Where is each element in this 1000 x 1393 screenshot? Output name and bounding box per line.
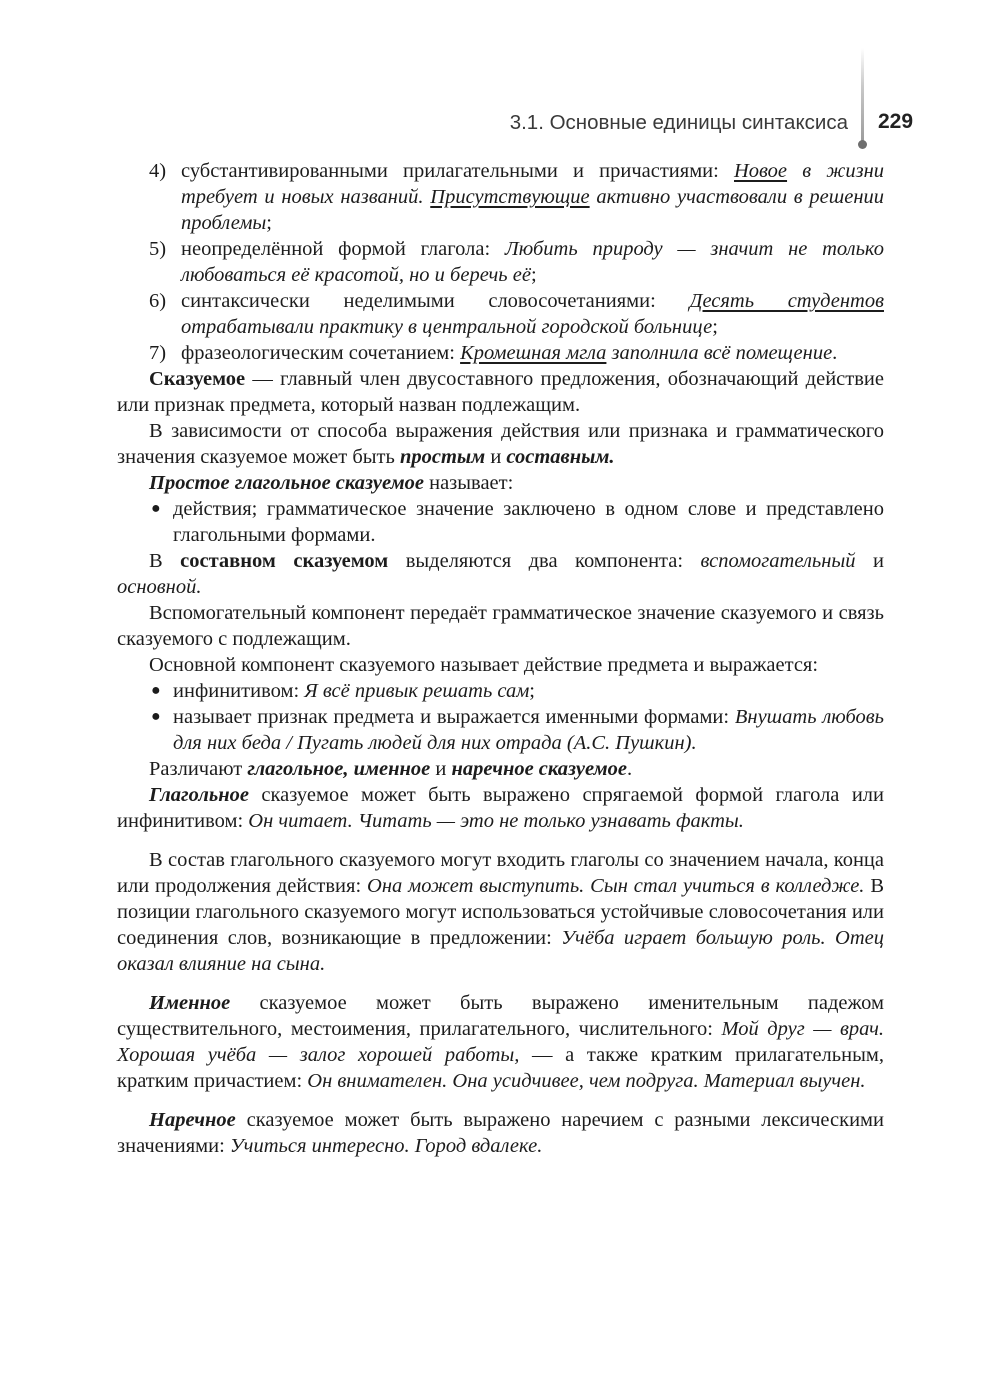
- text-run: В состав глагольного сказуемого могут входить глаголы со значением начала, конца или продолжения действия:: [117, 849, 884, 897]
- text-run: сказуемое может быть выражено наречием с разными лексическими значениями:: [117, 1109, 884, 1157]
- bullet-list-main: [117, 678, 884, 756]
- text-run: Он внимателен. Она усидчивее, чем подруга. Материал выучен.: [307, 1070, 866, 1092]
- text-run: составным.: [506, 446, 615, 468]
- text-run: Она может выступить. Сын стал учиться в колледже.: [367, 875, 865, 897]
- text-run: основной.: [117, 576, 202, 598]
- text-run: простым: [399, 446, 486, 468]
- paragraph-adverbial-predicate: [117, 1107, 884, 1159]
- text-run: Учёба играет большую роль. Отец оказал влияние на сына.: [117, 927, 884, 975]
- text-run: инфинитивом:: [173, 680, 305, 702]
- text-run: Учиться интересно. Город вдалеке.: [229, 1135, 543, 1157]
- list-item: 6) синтаксически неделимыми словосочетаниями: Десять студентов отрабатывали практику в центральной городской больнице;: [149, 290, 884, 338]
- bullet-item: ● действия; грамматическое значение заключено в одном слове и представлено глагольными формами.: [151, 498, 884, 546]
- paragraph-verbal-composition: [117, 847, 884, 977]
- text-run: отрабатывали практику в центральной городской больнице: [181, 316, 713, 338]
- paragraph-simple-predicate: [117, 470, 884, 496]
- text-run: и: [855, 550, 884, 572]
- page-body: [117, 158, 884, 1159]
- text-run: называет:: [423, 472, 514, 494]
- bullet-item: ● называет признак предмета и выражается именными формами: Внушать любовь для них беда / Пугать людей для них отрада (А.С. Пушкин).: [151, 706, 884, 754]
- text-run: субстантивированными прилагательными и причастиями:: [181, 160, 734, 182]
- text-run: Вспомогательный компонент передаёт грамматическое значение сказуемого и связь сказуемого с подлежащим.: [117, 602, 884, 650]
- header-dot: [858, 140, 867, 149]
- text-run: Глагольное: [149, 784, 249, 806]
- text-run: Мой друг — врач. Хорошая учёба — залог хорошей работы,: [117, 1018, 884, 1066]
- bullet-list-simple: [117, 496, 884, 548]
- paragraph-nominal-predicate: [117, 990, 884, 1094]
- paragraph-auxiliary-component: [117, 600, 884, 652]
- text-run: сказуемое может быть выражено спрягаемой формой глагола или инфинитивом:: [117, 784, 884, 832]
- text-run: ;: [530, 264, 537, 286]
- text-run: вспомогательный: [700, 550, 856, 572]
- paragraph-verbal-predicate: [117, 782, 884, 834]
- list-item: 7) фразеологическим сочетанием: Кромешная мгла заполнила всё помещение.: [149, 342, 838, 364]
- text-run: и: [485, 446, 507, 468]
- text-run: в жизни требует и новых названий.: [181, 160, 884, 208]
- text-run: ;: [266, 212, 272, 234]
- text-run: наречное сказуемое: [451, 758, 627, 780]
- bullet-item: ● инфинитивом: Я всё привык решать сам;: [151, 680, 535, 702]
- text-run: Сказуемое: [149, 368, 246, 390]
- text-run: неопределённой формой глагола:: [181, 238, 505, 260]
- text-run: Я всё привык решать сам: [304, 680, 530, 702]
- text-run: .: [626, 758, 633, 780]
- paragraph-predicate-definition: [117, 366, 884, 418]
- page-number: 229: [878, 110, 914, 133]
- paragraph-main-component: [117, 652, 884, 678]
- text-run: Кромешная мгла: [460, 342, 607, 364]
- text-run: действия; грамматическое значение заключено в одном слове и представлено глагольными формами.: [173, 498, 884, 546]
- text-run: В зависимости от способа выражения действия или признака и грамматического значения сказуемое может быть: [117, 420, 884, 468]
- text-run: Новое: [734, 160, 788, 182]
- text-run: Именное: [149, 992, 231, 1014]
- text-run: Любить природу — значит не только любоваться её красотой, но и беречь её: [181, 238, 884, 286]
- text-run: — главный член двусоставного предложения, обозначающий действие или признак предмета, который назван подлежащим.: [117, 368, 884, 416]
- text-run: Простое глагольное сказуемое: [149, 472, 424, 494]
- text-run: Наречное: [149, 1109, 236, 1131]
- text-run: называет признак предмета и выражается именными формами:: [173, 706, 735, 728]
- paragraph-compound-predicate: [117, 548, 884, 600]
- text-run: и: [430, 758, 452, 780]
- text-run: Внушать любовь для них беда / Пугать людей для них отрада (А.С. Пушкин).: [173, 706, 884, 754]
- text-run: — а также кратким прилагательным, кратким причастием:: [117, 1044, 884, 1092]
- text-run: Присутствующие: [430, 186, 590, 208]
- text-run: фразеологическим сочетанием:: [181, 342, 461, 364]
- text-run: заполнила всё помещение: [606, 342, 833, 364]
- paragraph-predicate-types: [117, 418, 884, 470]
- text-run: В позиции глагольного сказуемого могут использоваться устойчивые словосочетания или соединения слов, возникающие в предложении:: [117, 875, 884, 949]
- text-run: Десять студентов: [689, 290, 884, 312]
- running-head: 3.1. Основные единицы синтаксиса: [509, 111, 848, 134]
- text-run: .: [832, 342, 838, 364]
- text-run: выделяются два компонента:: [388, 550, 701, 572]
- list-item: 4) субстантивированными прилагательными и причастиями: Новое в жизни требует и новых названий. Присутствующие активно участвовали в решении проблемы;: [149, 160, 884, 234]
- text-run: активно участвовали в решении проблемы: [181, 186, 884, 234]
- text-run: ;: [712, 316, 718, 338]
- text-run: В: [149, 550, 181, 572]
- paragraph-distinguish: [117, 756, 884, 782]
- text-run: составном сказуемом: [180, 550, 389, 572]
- text-run: ;: [529, 680, 535, 702]
- text-run: сказуемое может быть выражено именительным падежом существительного, местоимения, прилагательного, числительного:: [117, 992, 884, 1040]
- text-run: синтаксически неделимыми словосочетаниями:: [181, 290, 690, 312]
- text-run: Он читает. Читать — это не только узнавать факты.: [248, 810, 744, 832]
- text-run: Основной компонент сказуемого называет действие предмета и выражается:: [149, 654, 819, 676]
- text-run: Различают: [149, 758, 248, 780]
- list-item: 5) неопределённой формой глагола: Любить природу — значит не только любоваться её красотой, но и беречь её;: [149, 238, 884, 286]
- numbered-list: [117, 158, 884, 366]
- header-divider: [861, 48, 864, 144]
- text-run: глагольное, именное: [247, 758, 431, 780]
